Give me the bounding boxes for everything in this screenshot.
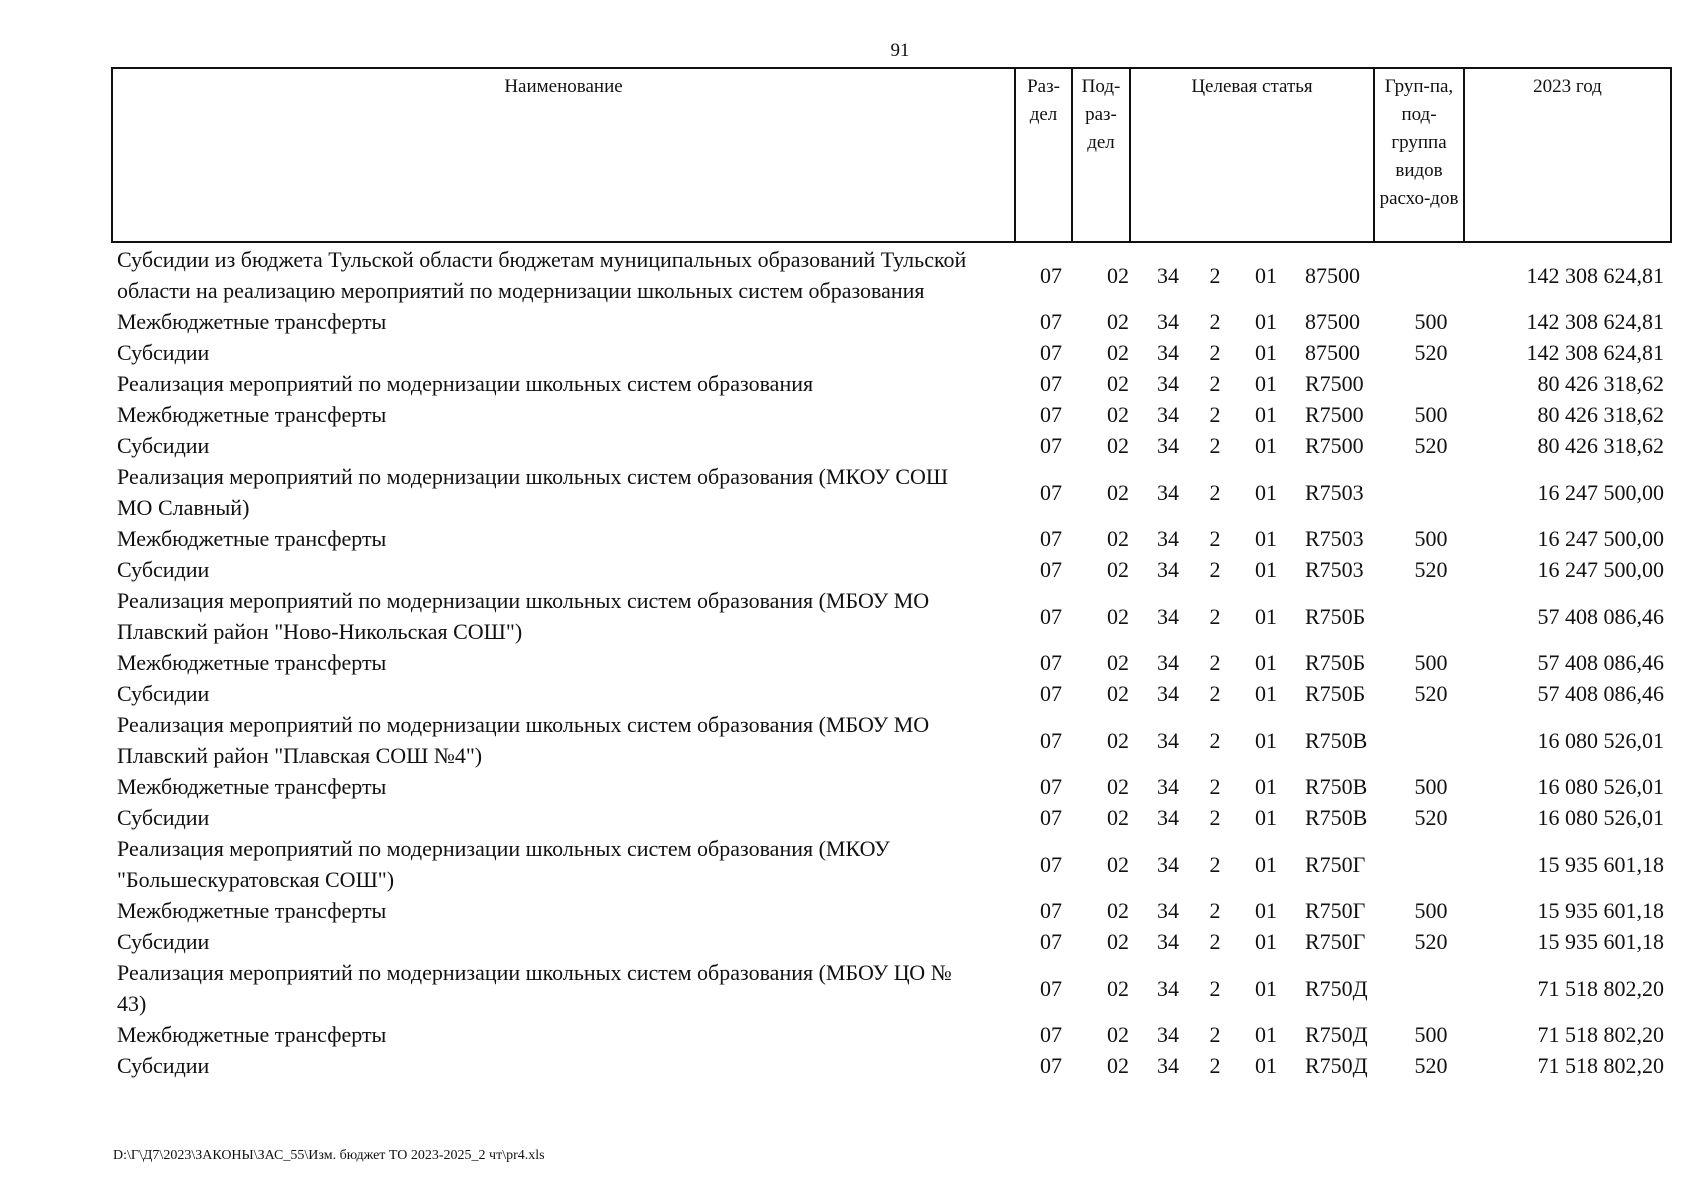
row-target-subprogram: 01 [1255,479,1277,505]
row-amount: 16 080 526,01 [1537,774,1664,799]
row-target-code: R750Б [1305,681,1366,706]
row-target-subprogram: 01 [1255,975,1277,1001]
row-name: Субсидии [117,1053,210,1078]
header-name: Наименование [112,68,1015,242]
row-target-code: R7503 [1305,526,1364,551]
row-expense-group: 500 [1414,898,1448,923]
row-razdel: 07 [1040,309,1062,334]
table-row [113,1019,1670,1050]
table-row [113,895,1670,926]
row-target-subprogram: 01 [1255,433,1277,458]
row-expense-group: 520 [1414,805,1448,830]
row-target-code: R750Г [1305,851,1366,877]
row-podrazdel: 02 [1107,851,1129,877]
row-name: Реализация мероприятий по модернизации школьных систем образования (МКОУ "Большескуратовская СОШ") [117,836,890,892]
row-expense-group: 520 [1414,929,1448,954]
page-number: 91 [890,40,910,61]
row-name: Межбюджетные трансферты [117,898,387,923]
row-podrazdel: 02 [1107,526,1129,551]
row-podrazdel: 02 [1107,898,1129,923]
row-razdel: 07 [1040,340,1062,365]
row-podrazdel: 02 [1107,433,1129,458]
row-target-code: R750В [1305,805,1368,830]
row-target-subprogram: 01 [1255,526,1277,551]
row-target-type: 2 [1209,929,1221,954]
row-target-subprogram: 01 [1255,650,1277,675]
row-target-subprogram: 01 [1255,898,1277,923]
row-target-subprogram: 01 [1255,371,1277,396]
table-row [113,430,1670,461]
row-expense-group: 500 [1414,774,1448,799]
table-row [113,244,1670,306]
row-target-code: R750Д [1305,1022,1368,1047]
row-podrazdel: 02 [1107,681,1129,706]
row-target-subprogram: 01 [1255,402,1277,427]
row-podrazdel: 02 [1107,603,1129,629]
row-target-code: R7500 [1305,371,1364,396]
table-row [113,1050,1670,1081]
row-target-code: R750Г [1305,898,1366,923]
row-target-type: 2 [1209,650,1221,675]
row-amount: 142 308 624,81 [1526,262,1664,288]
row-target-program: 34 [1157,929,1179,954]
row-target-program: 34 [1157,851,1179,877]
row-target-type: 2 [1209,1022,1221,1047]
row-expense-group: 500 [1414,402,1448,427]
table-row [113,306,1670,337]
row-target-code: 87500 [1305,309,1360,334]
row-expense-group: 500 [1414,1022,1448,1047]
row-name: Межбюджетные трансферты [117,1022,387,1047]
row-name: Субсидии из бюджета Тульской области бюджетам муниципальных образований Тульской области на реализацию мероприятий по модернизации школьных систем образования [117,247,967,303]
row-target-subprogram: 01 [1255,309,1277,334]
row-target-program: 34 [1157,557,1179,582]
table-row [113,647,1670,678]
row-amount: 16 247 500,00 [1537,526,1664,551]
row-target-type: 2 [1209,526,1221,551]
row-target-type: 2 [1209,309,1221,334]
row-target-code: 87500 [1305,262,1360,288]
table-header [111,67,1672,243]
row-target-type: 2 [1209,262,1221,288]
row-target-code: R750В [1305,774,1368,799]
row-target-program: 34 [1157,805,1179,830]
row-target-code: R7500 [1305,402,1364,427]
row-target-program: 34 [1157,1053,1179,1078]
row-name: Реализация мероприятий по модернизации школьных систем образования [117,371,814,396]
row-amount: 71 518 802,20 [1537,1022,1664,1047]
row-target-code: R750В [1305,727,1368,753]
row-expense-group: 500 [1414,309,1448,334]
row-name: Субсидии [117,805,210,830]
row-target-subprogram: 01 [1255,727,1277,753]
row-razdel: 07 [1040,975,1062,1001]
row-target-program: 34 [1157,727,1179,753]
row-target-program: 34 [1157,975,1179,1001]
row-target-type: 2 [1209,433,1221,458]
row-expense-group: 500 [1414,526,1448,551]
row-target-type: 2 [1209,479,1221,505]
row-target-program: 34 [1157,433,1179,458]
row-target-code: 87500 [1305,340,1360,365]
row-amount: 57 408 086,46 [1537,603,1664,629]
table-row [113,461,1670,523]
row-expense-group: 520 [1414,433,1448,458]
row-target-program: 34 [1157,1022,1179,1047]
row-amount: 142 308 624,81 [1526,340,1664,365]
row-razdel: 07 [1040,805,1062,830]
row-target-type: 2 [1209,371,1221,396]
row-amount: 71 518 802,20 [1537,1053,1664,1078]
row-target-code: R7503 [1305,557,1364,582]
row-target-type: 2 [1209,557,1221,582]
row-razdel: 07 [1040,929,1062,954]
row-expense-group: 520 [1414,557,1448,582]
table-row [113,368,1670,399]
row-target-type: 2 [1209,1053,1221,1078]
row-name: Межбюджетные трансферты [117,774,387,799]
header-podrazdel: Под-раз-дел [1072,68,1130,242]
row-target-subprogram: 01 [1255,774,1277,799]
row-target-type: 2 [1209,402,1221,427]
row-razdel: 07 [1040,898,1062,923]
row-target-type: 2 [1209,851,1221,877]
row-podrazdel: 02 [1107,929,1129,954]
table-row [113,926,1670,957]
row-target-program: 34 [1157,371,1179,396]
row-target-program: 34 [1157,479,1179,505]
table-row [113,554,1670,585]
row-name: Межбюджетные трансферты [117,526,387,551]
row-razdel: 07 [1040,479,1062,505]
row-amount: 80 426 318,62 [1537,433,1664,458]
row-name: Субсидии [117,681,210,706]
row-podrazdel: 02 [1107,650,1129,675]
row-amount: 80 426 318,62 [1537,402,1664,427]
row-amount: 142 308 624,81 [1526,309,1664,334]
row-podrazdel: 02 [1107,1022,1129,1047]
row-razdel: 07 [1040,526,1062,551]
row-razdel: 07 [1040,774,1062,799]
row-target-program: 34 [1157,526,1179,551]
row-podrazdel: 02 [1107,805,1129,830]
row-target-subprogram: 01 [1255,851,1277,877]
table-row [113,957,1670,1019]
row-expense-group: 520 [1414,340,1448,365]
row-razdel: 07 [1040,557,1062,582]
table-row [113,399,1670,430]
table-row [113,585,1670,647]
table-row [113,833,1670,895]
row-amount: 80 426 318,62 [1537,371,1664,396]
row-target-subprogram: 01 [1255,805,1277,830]
row-amount: 15 935 601,18 [1537,851,1664,877]
row-podrazdel: 02 [1107,262,1129,288]
row-target-type: 2 [1209,727,1221,753]
row-target-program: 34 [1157,774,1179,799]
row-amount: 16 247 500,00 [1537,479,1664,505]
row-amount: 16 247 500,00 [1537,557,1664,582]
row-name: Субсидии [117,929,210,954]
row-podrazdel: 02 [1107,975,1129,1001]
row-target-code: R750Б [1305,650,1366,675]
row-name: Межбюджетные трансферты [117,650,387,675]
row-target-code: R750Б [1305,603,1366,629]
row-target-type: 2 [1209,805,1221,830]
row-target-subprogram: 01 [1255,340,1277,365]
row-podrazdel: 02 [1107,727,1129,753]
row-target-code: R7503 [1305,479,1364,505]
row-razdel: 07 [1040,681,1062,706]
row-target-type: 2 [1209,774,1221,799]
row-razdel: 07 [1040,851,1062,877]
row-podrazdel: 02 [1107,340,1129,365]
row-target-subprogram: 01 [1255,262,1277,288]
table-row [113,523,1670,554]
row-target-program: 34 [1157,402,1179,427]
row-name: Межбюджетные трансферты [117,402,387,427]
row-amount: 15 935 601,18 [1537,929,1664,954]
row-expense-group: 520 [1414,681,1448,706]
row-target-subprogram: 01 [1255,557,1277,582]
row-name: Реализация мероприятий по модернизации школьных систем образования (МБОУ ЦО № 43) [117,960,952,1016]
row-target-program: 34 [1157,681,1179,706]
row-podrazdel: 02 [1107,1053,1129,1078]
row-name: Субсидии [117,557,210,582]
table-row [113,678,1670,709]
table-row [113,771,1670,802]
row-target-type: 2 [1209,898,1221,923]
row-podrazdel: 02 [1107,371,1129,396]
table-row [113,337,1670,368]
row-target-subprogram: 01 [1255,929,1277,954]
row-razdel: 07 [1040,1022,1062,1047]
row-amount: 16 080 526,01 [1537,727,1664,753]
header-group: Груп-па, под-группа видов расхо-дов [1374,68,1464,242]
row-podrazdel: 02 [1107,557,1129,582]
row-target-code: R750Г [1305,929,1366,954]
row-target-program: 34 [1157,309,1179,334]
row-target-subprogram: 01 [1255,681,1277,706]
table-row [113,709,1670,771]
row-amount: 15 935 601,18 [1537,898,1664,923]
row-target-code: R750Д [1305,1053,1368,1078]
row-razdel: 07 [1040,371,1062,396]
row-target-type: 2 [1209,603,1221,629]
row-razdel: 07 [1040,1053,1062,1078]
row-target-subprogram: 01 [1255,603,1277,629]
header-year: 2023 год [1464,68,1671,242]
header-razdel: Раз-дел [1015,68,1072,242]
row-podrazdel: 02 [1107,479,1129,505]
row-amount: 16 080 526,01 [1537,805,1664,830]
row-target-program: 34 [1157,898,1179,923]
row-name: Межбюджетные трансферты [117,309,387,334]
footer-file-path: D:\Г\Д7\2023\ЗАКОНЫ\ЗАС_55\Изм. бюджет ТО 2023-2025_2 чт\pr4.xls [113,1148,545,1163]
row-expense-group: 520 [1414,1053,1448,1078]
row-name: Реализация мероприятий по модернизации школьных систем образования (МБОУ МО Плавский район "Плавская СОШ №4") [117,712,930,768]
row-amount: 71 518 802,20 [1537,975,1664,1001]
row-podrazdel: 02 [1107,402,1129,427]
row-target-subprogram: 01 [1255,1053,1277,1078]
row-amount: 57 408 086,46 [1537,681,1664,706]
row-target-type: 2 [1209,975,1221,1001]
row-name: Субсидии [117,340,210,365]
row-target-program: 34 [1157,603,1179,629]
row-name: Реализация мероприятий по модернизации школьных систем образования (МБОУ МО Плавский район "Ново-Никольская СОШ") [117,588,930,644]
row-target-code: R7500 [1305,433,1364,458]
row-razdel: 07 [1040,402,1062,427]
row-podrazdel: 02 [1107,309,1129,334]
table-row [113,802,1670,833]
row-podrazdel: 02 [1107,774,1129,799]
row-target-program: 34 [1157,340,1179,365]
row-razdel: 07 [1040,650,1062,675]
row-razdel: 07 [1040,262,1062,288]
table-body [113,244,1670,1081]
row-razdel: 07 [1040,433,1062,458]
row-target-code: R750Д [1305,975,1368,1001]
row-razdel: 07 [1040,603,1062,629]
row-target-subprogram: 01 [1255,1022,1277,1047]
row-name: Реализация мероприятий по модернизации школьных систем образования (МКОУ СОШ МО Славный) [117,464,949,520]
row-razdel: 07 [1040,727,1062,753]
row-target-type: 2 [1209,681,1221,706]
row-target-program: 34 [1157,262,1179,288]
header-target: Целевая статья [1130,68,1374,242]
row-expense-group: 500 [1414,650,1448,675]
row-target-type: 2 [1209,340,1221,365]
row-target-program: 34 [1157,650,1179,675]
row-amount: 57 408 086,46 [1537,650,1664,675]
row-name: Субсидии [117,433,210,458]
